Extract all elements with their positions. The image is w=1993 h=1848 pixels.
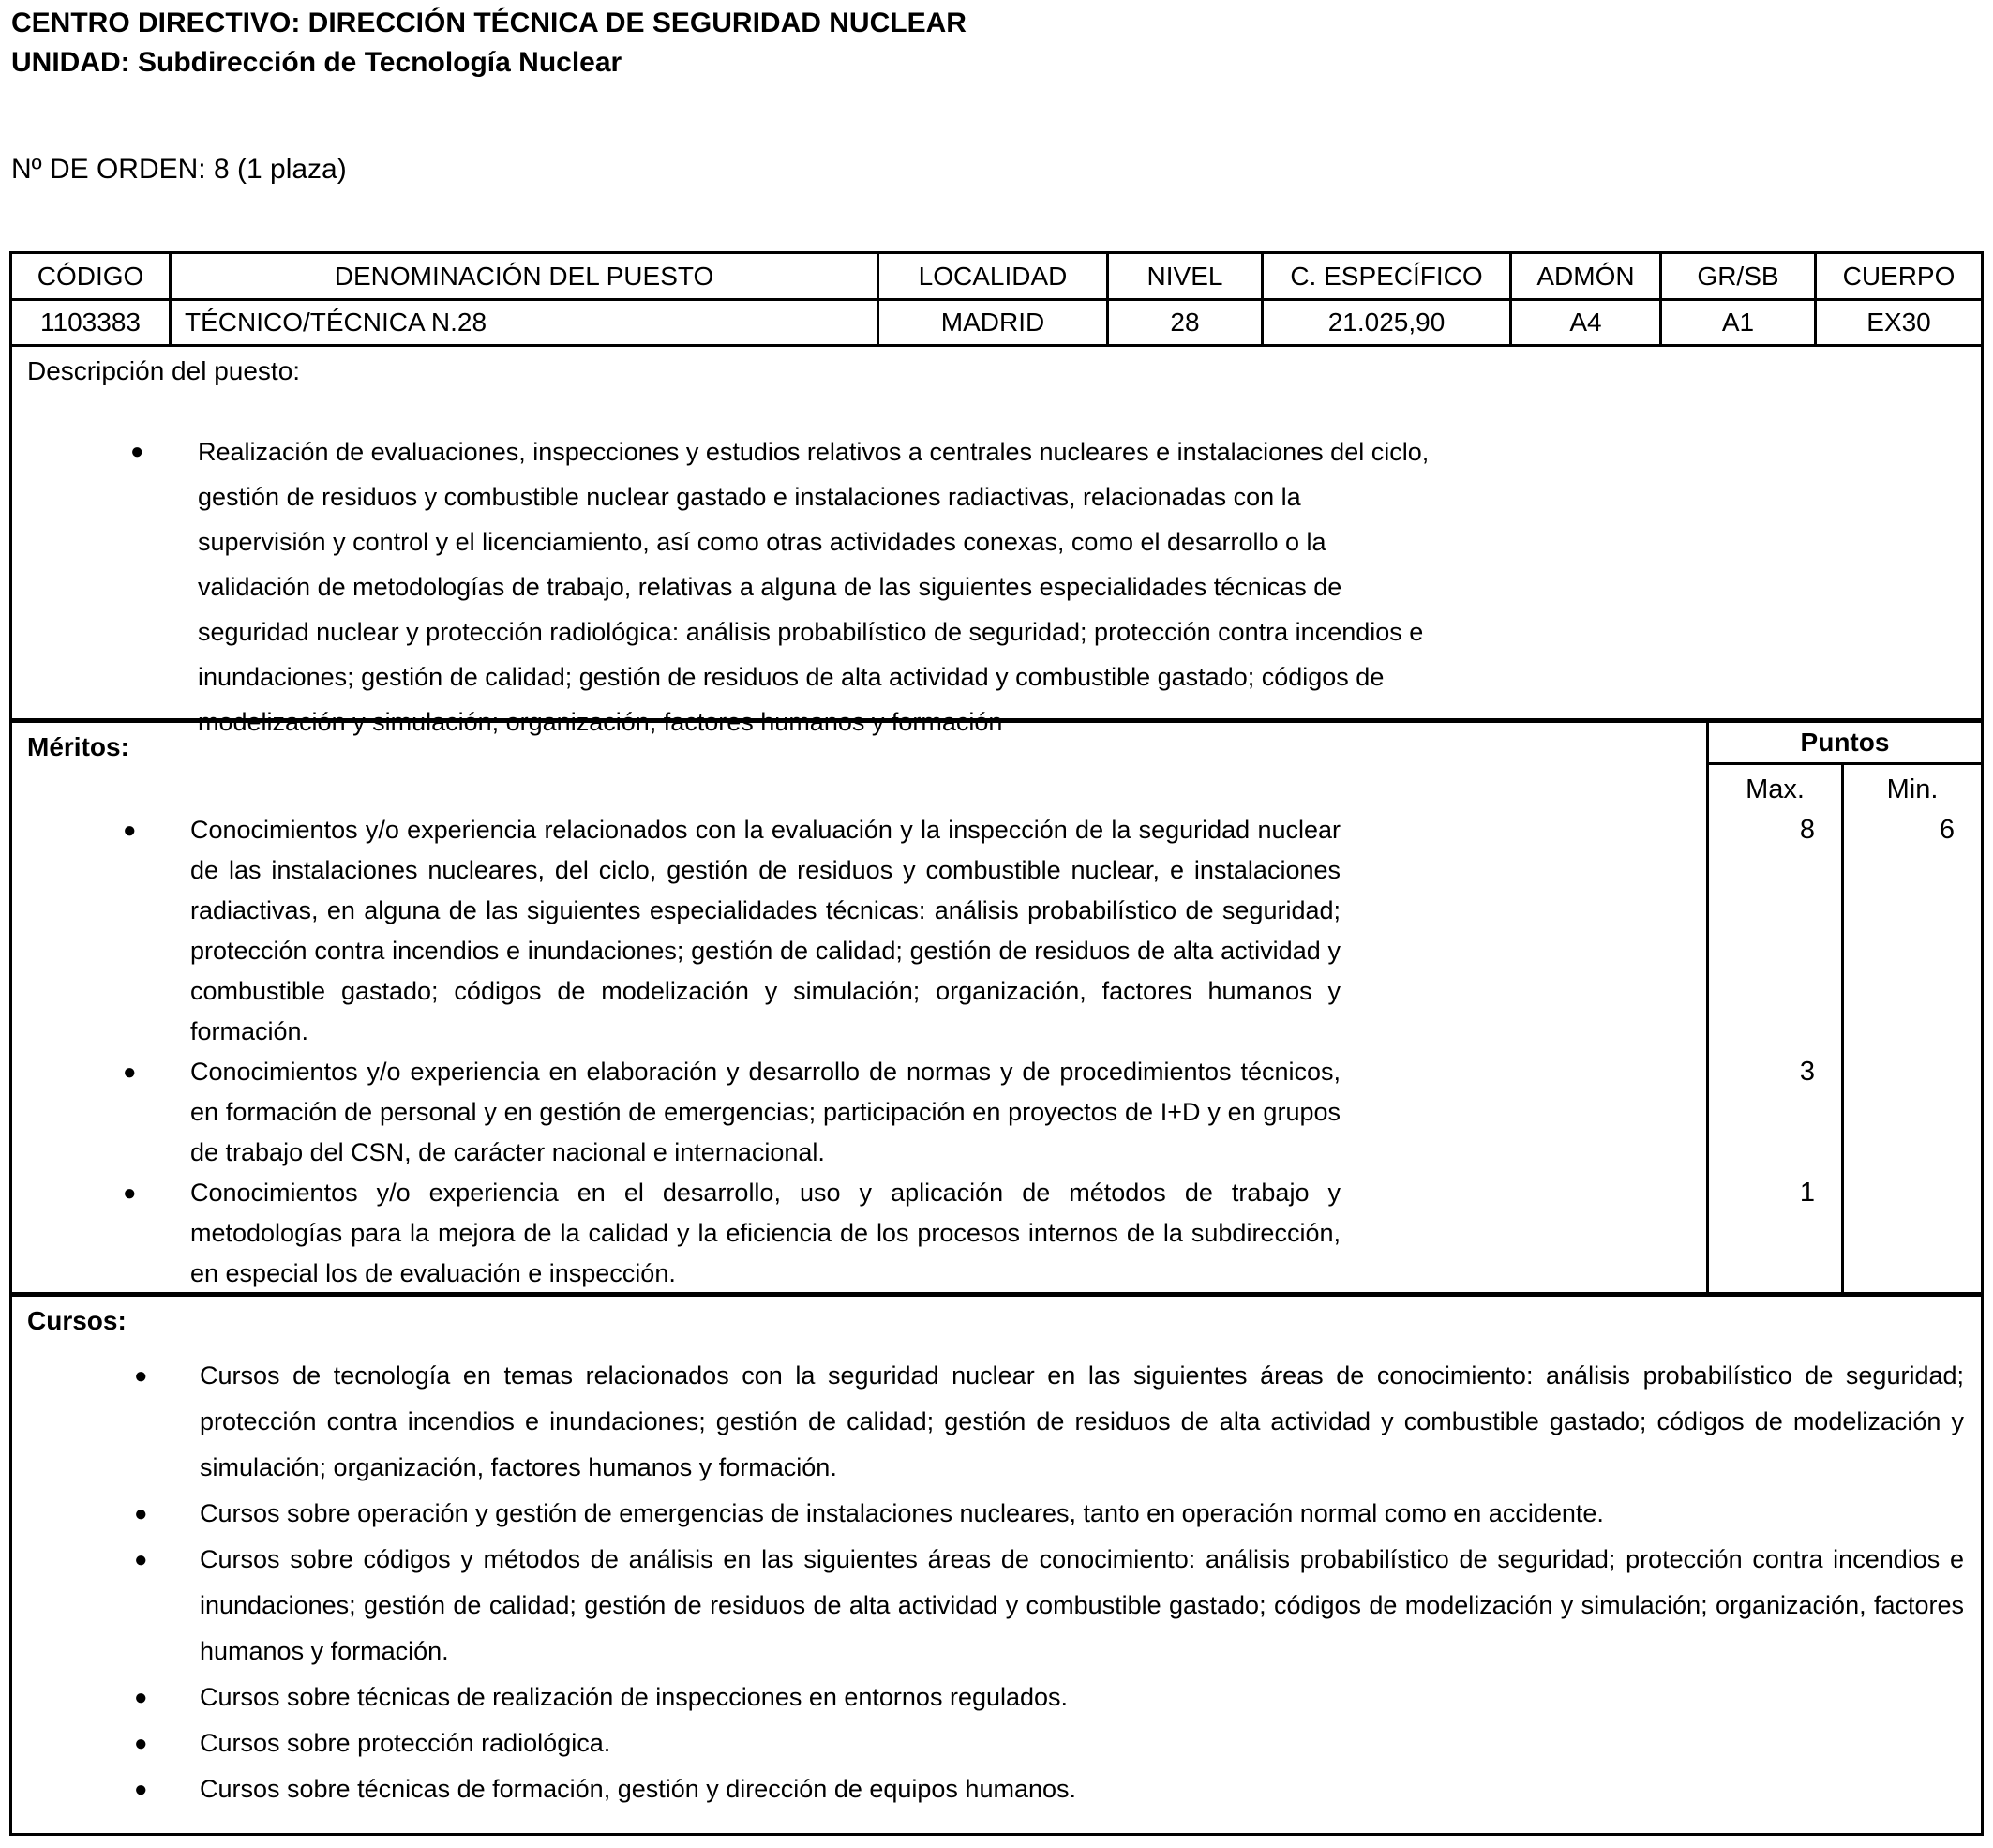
curso-item-text: Cursos de tecnología en temas relacionados con la seguridad nuclear en las siguientes áreas de conocimiento: análisis probabilístico de seguridad; protección contra incendios e inundaciones; gestión de calidad; gestión de residuos de alta actividad y combustible gastado; códigos de modelización y simulación; organización, factores humanos y formación. [200,1361,1964,1481]
col-header-nivel: NIVEL [1106,254,1261,298]
puntos-min-label: Min. [1841,765,1981,810]
list-item [27,1766,1964,1812]
document-header [11,4,967,189]
col-header-cuerpo: CUERPO [1814,254,1981,298]
unidad-line: UNIDAD: Subdirección de Tecnología Nuclear [11,47,622,78]
descripcion-list [27,429,1966,744]
descripcion-label: Descripción del puesto: [27,356,301,385]
table-header-row [12,254,1981,301]
list-item [12,810,1706,1052]
merito-max-value: 3 [1706,1052,1841,1173]
bullet-icon: ● [134,1547,148,1572]
merito-item-text: Conocimientos y/o experiencia relacionados con la evaluación y la inspección de la seguridad nuclear de las instalaciones nucleares, del ciclo, gestión de residuos y combustible nuclear, e instalaciones radiactivas, en alguna de las siguientes especialidades técnicas: análisis probabilístico de seguridad; protección contra incendios e inundaciones; gestión de calidad; gestión de residuos de alta actividad y combustible gastado; códigos de modelización y simulación; organización, factores humanos y formación. [190,816,1341,1045]
puntos-max-label: Max. [1706,765,1841,810]
col-header-gr-sb: GR/SB [1659,254,1814,298]
merito-item-text: Conocimientos y/o experiencia en el desarrollo, uso y aplicación de métodos de trabajo y metodologías para la mejora de la calidad y la eficiencia de los procesos internos de la subdirección, en especial los de evaluación e inspección. [190,1179,1341,1287]
bullet-icon: ● [134,1501,148,1526]
cell-gr-sb: A1 [1659,301,1814,344]
list-item [27,1491,1964,1537]
cursos-label: Cursos: [27,1306,127,1335]
col-header-admon: ADMÓN [1509,254,1659,298]
merito-max-value: 1 [1706,1173,1841,1294]
list-item [27,1720,1964,1766]
position-table [9,251,1984,1836]
bullet-icon: ● [123,1059,137,1085]
merito-min-value: 6 [1841,810,1981,1052]
curso-item-text: Cursos sobre operación y gestión de emergencias de instalaciones nucleares, tanto en operación normal como en accidente. [200,1499,1604,1527]
centro-directivo-line: CENTRO DIRECTIVO: DIRECCIÓN TÉCNICA DE SEGURIDAD NUCLEAR [11,8,967,38]
cell-cuerpo: EX30 [1814,301,1981,344]
bullet-icon: ● [123,1180,137,1206]
list-item [27,1675,1964,1720]
list-item [27,1353,1964,1491]
curso-item-text: Cursos sobre técnicas de realización de inspecciones en entornos regulados. [200,1683,1069,1711]
bullet-icon: ● [123,818,137,843]
bullet-icon: ● [130,439,144,464]
list-item [27,1537,1964,1675]
descripcion-section [12,347,1981,736]
cell-c-especifico: 21.025,90 [1261,301,1509,344]
col-header-c-especifico: C. ESPECÍFICO [1261,254,1509,298]
spacer [12,765,1706,810]
cursos-list [27,1353,1964,1812]
list-item [27,429,1966,744]
cursos-section [12,1297,1981,1833]
cell-admon: A4 [1509,301,1659,344]
merito-max-value: 8 [1706,810,1841,1052]
col-header-denominacion: DENOMINACIÓN DEL PUESTO [169,254,877,298]
puntos-header: Puntos [1706,723,1981,765]
meritos-section [12,723,1981,1297]
merito-min-value [1841,1052,1981,1173]
num-orden-line: Nº DE ORDEN: 8 (1 plaza) [11,154,347,185]
curso-item-text: Cursos sobre protección radiológica. [200,1729,611,1757]
list-item [12,1173,1706,1294]
curso-item-text: Cursos sobre técnicas de formación, gestión y dirección de equipos humanos. [200,1775,1077,1803]
table-data-row [12,301,1981,347]
descripcion-item-text: Realización de evaluaciones, inspecciones y estudios relativos a centrales nucleares e instalaciones del ciclo, gestión de residuos y combustible nuclear gastado e instalaciones radiactivas, relacionadas con la supervisión y control y el licenciamiento, así como otras actividades conexas, como el desarrollo o la validación de metodologías de trabajo, relativas a alguna de las siguientes especialidades técnicas de seguridad nuclear y protección radiológica: análisis probabilístico de seguridad; protección contra incendios e inundaciones; gestión de calidad; gestión de residuos de alta actividad y combustible gastado; códigos de modelización y simulación; organización, factores humanos y formación [198,438,1430,736]
cell-nivel: 28 [1106,301,1261,344]
cell-codigo: 1103383 [40,308,141,337]
merito-item-text: Conocimientos y/o experiencia en elaboración y desarrollo de normas y de procedimientos técnicos, en formación de personal y en gestión de emergencias; participación en proyectos de I+D y en grupos de trabajo del CSN, de carácter nacional e internacional. [190,1058,1341,1166]
bullet-icon: ● [134,1777,148,1802]
curso-item-text: Cursos sobre códigos y métodos de análisis en las siguientes áreas de conocimiento: análisis probabilístico de seguridad; protección contra incendios e inundaciones; gestión de calidad; gestión de residuos de alta actividad y combustible gastado; códigos de modelización y simulación; organización, factores humanos y formación. [200,1545,1964,1665]
meritos-label: Méritos: [27,732,129,761]
bullet-icon: ● [134,1685,148,1710]
cell-localidad: MADRID [877,301,1106,344]
col-header-codigo: CÓDIGO [37,261,144,291]
list-item [12,1052,1706,1173]
cell-denominacion: TÉCNICO/TÉCNICA N.28 [169,301,877,344]
bullet-icon: ● [134,1731,148,1756]
bullet-icon: ● [134,1363,148,1389]
col-header-localidad: LOCALIDAD [877,254,1106,298]
merito-min-value [1841,1173,1981,1294]
